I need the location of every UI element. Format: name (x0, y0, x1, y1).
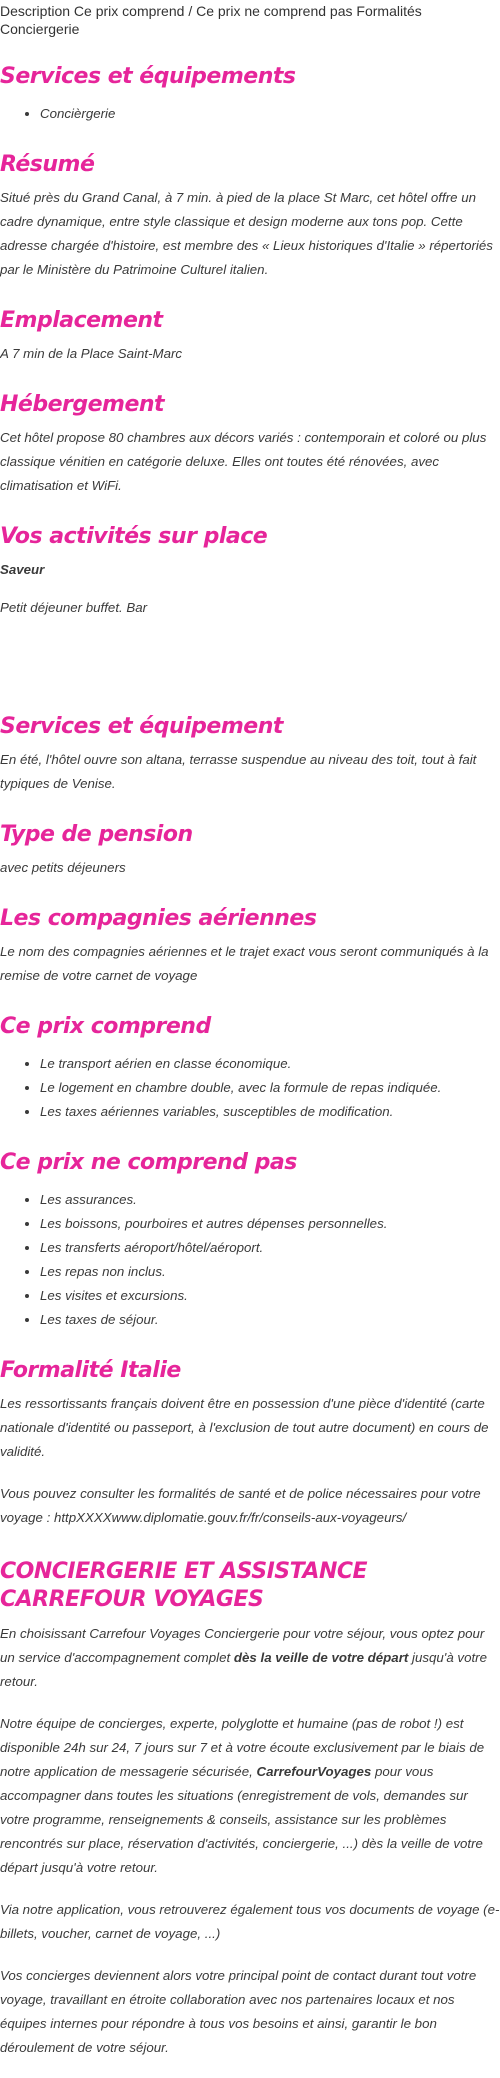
list-item: • Les repas non inclus. (40, 1260, 500, 1284)
conciergerie-text-2a: Notre équipe de concierges, experte, polyglotte et humaine (pas de robot !) est disponible 24h sur 24, 7 jours sur 7 et à votre écoute exclusivement par le biais de notre application de messagerie sécurisée, (0, 1716, 485, 1779)
emplacement-heading: Emplacement (0, 308, 163, 333)
tab-formalities[interactable]: Formalités (356, 3, 422, 19)
formalite-heading: Formalité Italie (0, 1358, 181, 1383)
comprend-heading: Ce prix comprend (0, 1014, 211, 1039)
ne-comprend-list (0, 1188, 500, 1332)
tab-includes[interactable]: Ce prix comprend (73, 3, 185, 19)
activites-heading: Vos activités sur place (0, 524, 268, 549)
ne-comprend-heading: Ce prix ne comprend pas (0, 1150, 297, 1175)
services-equipements-list (0, 102, 500, 126)
conciergerie-text-1 (0, 1622, 500, 1694)
activites-subtitle-label: Saveur (0, 562, 45, 577)
conciergerie-text-1c: jusqu'à votre retour. (0, 1650, 487, 1689)
conciergerie-text-2 (0, 1712, 500, 1880)
formalite-text-2: Vous pouvez consulter les formalités de santé et de police nécessaires pour votre voyage : httpXXXXwww.diplomatie.gouv.fr/fr/conseils-aux-voyageurs/ (0, 1486, 481, 1525)
compagnies-heading: Les compagnies aériennes (0, 906, 317, 931)
services-equipements-heading: Services et équipements (0, 64, 296, 89)
services-equipement-text: En été, l'hôtel ouvre son altana, terrasse suspendue au niveau des toit, tout à fait typiques de Venise. (0, 752, 477, 791)
pension-text: avec petits déjeuners (0, 860, 126, 875)
compagnies-text: Le nom des compagnies aériennes et le trajet exact vous seront communiqués à la remise de votre carnet de voyage (0, 944, 489, 983)
conciergerie-text-4: Vos concierges deviennent alors votre principal point de contact durant tout votre voyage, travaillant en étroite collaboration avec nos partenaires locaux et nos équipes internes pour répondre à tous vos besoins et ainsi, garantir le bon déroulement de votre séjour. (0, 1968, 477, 2055)
activites-subtitle (0, 558, 500, 582)
list-item: • Les taxes aériennes variables, susceptibles de modification. (40, 1100, 500, 1124)
conciergerie-text-2c: pour vous accompagner dans toutes les situations (enregistrement de vols, demandes sur votre programme, renseignements & conseils, assistance sur les problèmes rencontrés sur place, réservation d'activités, conciergerie, ...) dès la veille de votre départ jusqu'à votre retour. (0, 1764, 483, 1875)
resume-text: Situé près du Grand Canal, à 7 min. à pied de la place St Marc, cet hôtel offre un cadre dynamique, entre style classique et design moderne aux tons pop. Cette adresse chargée d'histoire, est membre des « Lieux historiques d'Italie » répertoriés par le Ministère du Patrimoine Culturel italien. (0, 190, 493, 277)
pension-heading: Type de pension (0, 822, 193, 847)
list-item: • Les assurances. (40, 1188, 500, 1212)
resume-heading: Résumé (0, 152, 95, 177)
tab-description[interactable]: Description (0, 3, 71, 19)
conciergerie-text-3: Via notre application, vous retrouverez également tous vos documents de voyage (e-billets, voucher, carnet de voyage, ...) (0, 1902, 500, 1941)
tab-separator: / (188, 3, 193, 19)
tab-bar (0, 0, 500, 38)
comprend-list (0, 1052, 500, 1124)
list-item: • Les transferts aéroport/hôtel/aéroport. (40, 1236, 500, 1260)
list-item: • Concièrgerie (40, 102, 500, 126)
conciergerie-text-1a: En choisissant Carrefour Voyages Conciergerie pour votre séjour, vous optez pour un service d'accompagnement complet (0, 1626, 485, 1665)
list-item: • Le transport aérien en classe économique. (40, 1052, 500, 1076)
section-spacer (0, 628, 500, 688)
hebergement-text: Cet hôtel propose 80 chambres aux décors variés : contemporain et coloré ou plus classique vénitien en catégorie deluxe. Elles ont toutes été rénovées, avec climatisation et WiFi. (0, 430, 487, 493)
list-item: • Les visites et excursions. (40, 1284, 500, 1308)
formalite-text-1: Les ressortissants français doivent être en possession d'une pièce d'identité (carte nationale d'identité ou passeport, à l'exclusion de tout autre document) en cours de validité. (0, 1396, 489, 1459)
conciergerie-heading: CONCIERGERIE ET ASSISTANCE CARREFOUR VOYAGES (0, 1559, 368, 1612)
conciergerie-text-2b: CarrefourVoyages (256, 1764, 372, 1779)
hebergement-heading: Hébergement (0, 392, 165, 417)
conciergerie-text-1b: dès la veille de votre départ (233, 1650, 409, 1665)
tab-excludes[interactable]: Ce prix ne comprend pas (196, 3, 353, 19)
list-item: • Les boissons, pourboires et autres dépenses personnelles. (40, 1212, 500, 1236)
activites-text: Petit déjeuner buffet. Bar (0, 600, 148, 615)
emplacement-text: A 7 min de la Place Saint-Marc (0, 346, 183, 361)
services-equipement-heading: Services et équipement (0, 714, 283, 739)
list-item: • Les taxes de séjour. (40, 1308, 500, 1332)
list-item: • Le logement en chambre double, avec la formule de repas indiquée. (40, 1076, 500, 1100)
tab-concierge[interactable]: Conciergerie (0, 21, 80, 37)
